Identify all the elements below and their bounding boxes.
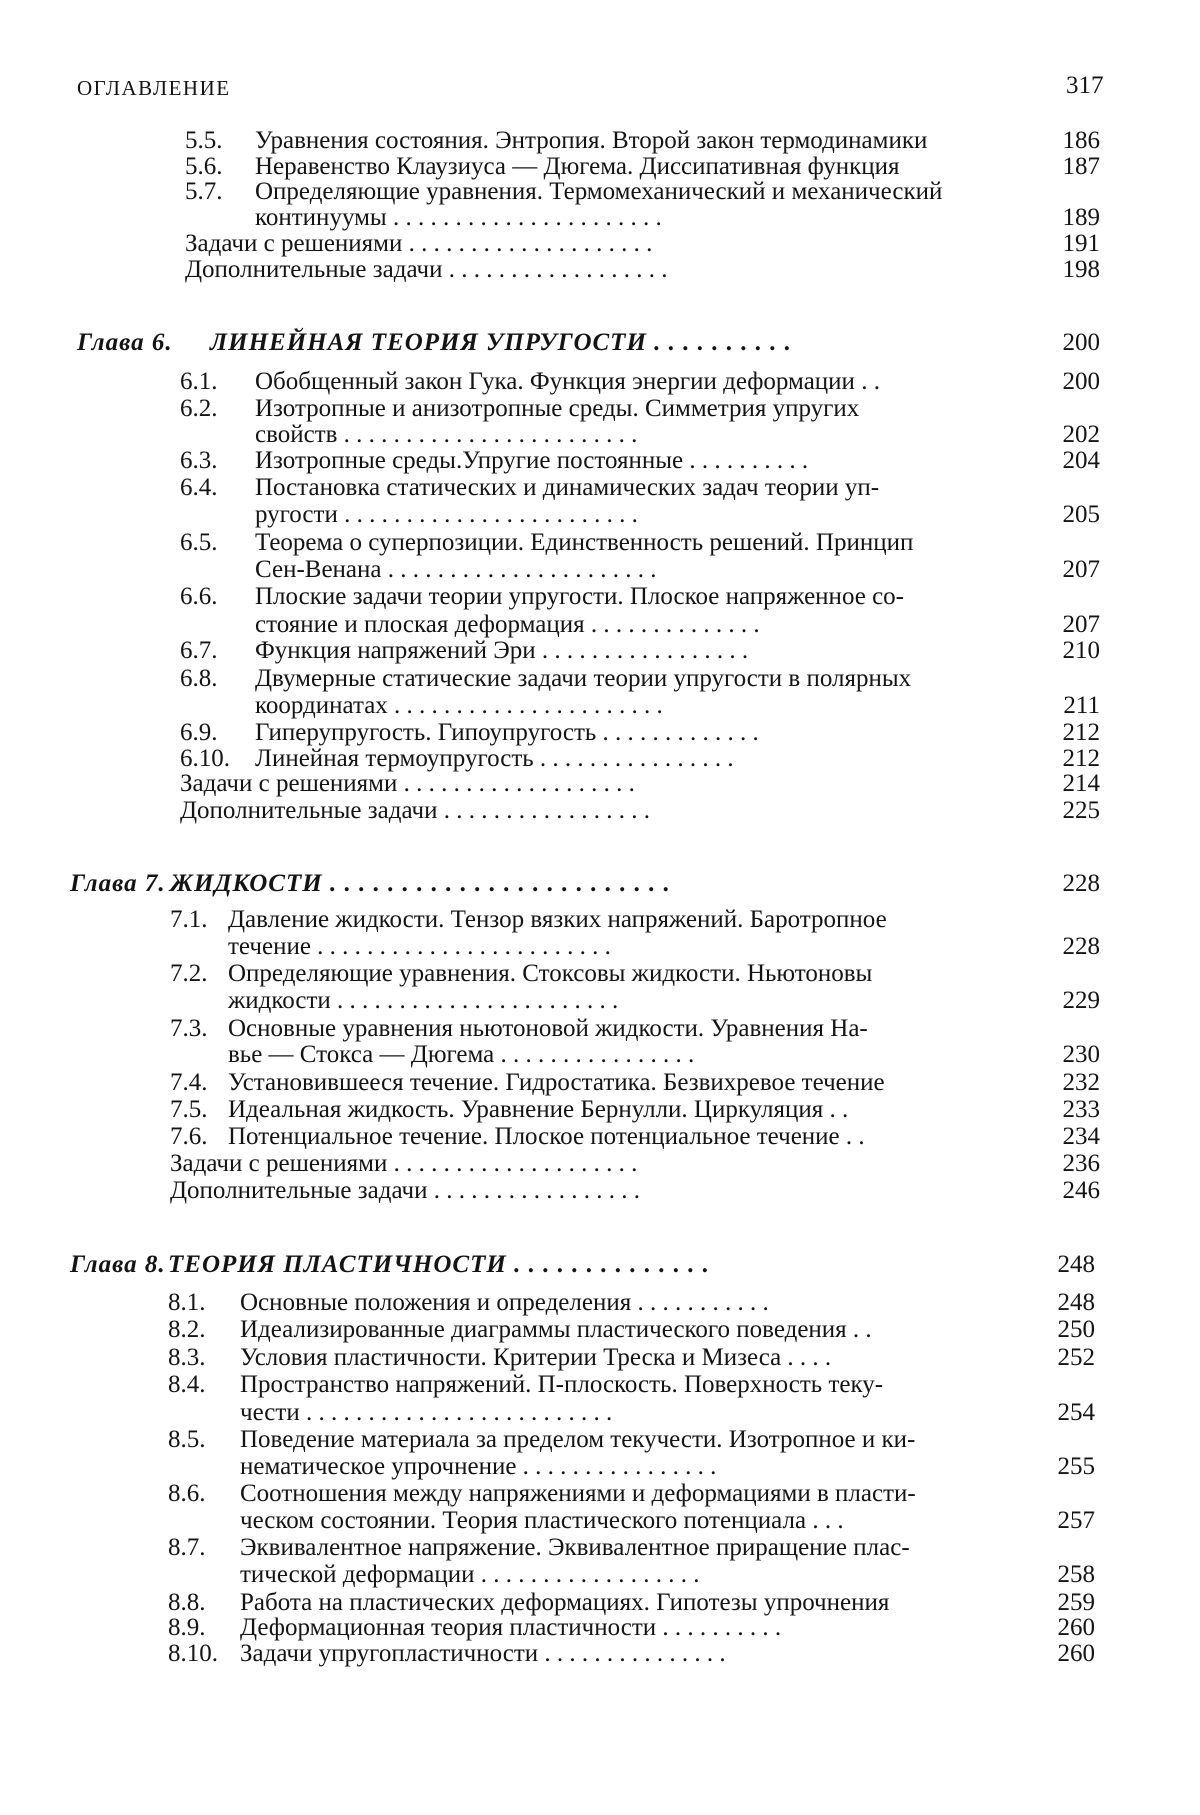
chapter-label: Глава 7. [70,870,166,897]
section-title: Функция напряжений Эри . . . . . . . . . . . . . . . . . [255,637,749,664]
section-title: ругости . . . . . . . . . . . . . . . . . . . . . . . . [255,501,638,528]
section-title: Обобщенный закон Гука. Функция энергии деформации . . [255,368,880,395]
section-title: Поведение материала за пределом текучести. Изотропное и ки- [240,1426,916,1453]
page-ref: 200 [1062,368,1100,395]
page-ref: 258 [1057,1561,1095,1588]
section-title: Задачи с решениями . . . . . . . . . . . . . . . . . . . [180,770,635,797]
page-ref: 205 [1062,501,1100,528]
page-ref: 202 [1062,421,1100,448]
section-number: 6.10. [180,745,230,772]
section-title: Идеальная жидкость. Уравнение Бернулли. Циркуляция . . [228,1096,849,1123]
page-ref: 233 [1062,1096,1100,1123]
section-title: Сен-Венана . . . . . . . . . . . . . . . . . . . . . . [255,556,657,583]
page-ref: 260 [1057,1640,1095,1667]
section-title: Основные уравнения ньютоновой жидкости. Уравнения На- [228,1015,868,1042]
page-number: 317 [1066,72,1104,99]
chapter-label: Глава 6. [77,329,173,356]
page-ref: 212 [1062,719,1100,746]
section-number: 5.6. [185,153,223,180]
page-ref: 232 [1062,1069,1100,1096]
page-ref: 211 [1063,692,1100,719]
section-title: чести . . . . . . . . . . . . . . . . . . . . . . . . . [240,1399,613,1426]
chapter-title: ЛИНЕЙНАЯ ТЕОРИЯ УПРУГОСТИ . . . . . . . . . . [210,329,792,356]
section-title: Изотропные среды.Упругие постоянные . . . . . . . . . . [255,447,809,474]
section-number: 8.6. [168,1480,206,1507]
section-number: 7.5. [170,1096,208,1123]
section-title: Идеализированные диаграммы пластического поведения . . [240,1316,872,1343]
section-number: 6.7. [180,637,218,664]
chapter-title: ЖИДКОСТИ . . . . . . . . . . . . . . . . . . . . . . . . [170,870,671,897]
page-ref: 246 [1062,1177,1100,1204]
section-title: Дополнительные задачи . . . . . . . . . . . . . . . . . [170,1177,640,1204]
page-ref: 260 [1057,1614,1095,1641]
section-number: 7.4. [170,1069,208,1096]
section-title: тической деформации . . . . . . . . . . . . . . . . . . [240,1561,700,1588]
section-number: 8.5. [168,1426,206,1453]
page-ref: 248 [1057,1289,1095,1316]
page-ref: 250 [1057,1316,1095,1343]
section-title: Задачи с решениями . . . . . . . . . . . . . . . . . . . . [185,230,653,257]
section-title: Эквивалентное напряжение. Эквивалентное приращение плас- [240,1534,910,1561]
section-title: Линейная термоупругость . . . . . . . . . . . . . . . . [255,745,734,772]
section-number: 6.5. [180,529,218,556]
section-title: Потенциальное течение. Плоское потенциальное течение . . [228,1123,865,1150]
section-title: ческом состоянии. Теория пластического потенциала . . . [240,1507,844,1534]
section-title: Основные положения и определения . . . . . . . . . . . [240,1289,769,1316]
section-title: свойств . . . . . . . . . . . . . . . . . . . . . . . . [255,421,638,448]
section-number: 7.2. [170,960,208,987]
section-number: 8.10. [168,1640,218,1667]
page-ref: 228 [1062,933,1100,960]
section-number: 5.5. [185,127,223,154]
chapter-title: ТЕОРИЯ ПЛАСТИЧНОСТИ . . . . . . . . . . . . . . [168,1251,710,1278]
page-ref: 191 [1062,230,1100,257]
page-ref: 187 [1062,153,1100,180]
section-title: Изотропные и анизотропные среды. Симметрия упругих [255,395,860,422]
chapter-label: Глава 8. [70,1251,166,1278]
section-number: 6.9. [180,719,218,746]
section-title: Уравнения состояния. Энтропия. Второй закон термодинамики [255,127,928,154]
section-number: 6.6. [180,583,218,610]
page-ref: 207 [1062,611,1100,638]
section-title: координатах . . . . . . . . . . . . . . . . . . . . . . [255,692,663,719]
section-title: Дополнительные задачи . . . . . . . . . . . . . . . . . [180,797,650,824]
section-title: Задачи с решениями . . . . . . . . . . . . . . . . . . . . [170,1150,638,1177]
section-number: 8.4. [168,1371,206,1398]
section-number: 8.1. [168,1289,206,1316]
section-number: 7.6. [170,1123,208,1150]
section-title: Задачи упругопластичности . . . . . . . . . . . . . . . [240,1640,726,1667]
section-title: Соотношения между напряжениями и деформациями в пласти- [240,1480,916,1507]
section-title: Давление жидкости. Тензор вязких напряжений. Баротропное [228,906,887,933]
section-title: Постановка статических и динамических задач теории уп- [255,474,880,501]
section-number: 8.8. [168,1589,206,1616]
page-ref: 252 [1057,1344,1095,1371]
page-ref: 254 [1057,1399,1095,1426]
section-number: 6.3. [180,447,218,474]
section-title: нематическое упрочнение . . . . . . . . . . . . . . . . [240,1453,717,1480]
section-title: Неравенство Клаузиуса — Дюгема. Диссипативная функция [255,153,900,180]
section-title: Плоские задачи теории упругости. Плоское напряженное со- [255,583,905,610]
section-title: стояние и плоская деформация . . . . . . . . . . . . . . [255,611,760,638]
page-ref: 198 [1062,256,1100,283]
section-number: 8.7. [168,1534,206,1561]
page-ref: 229 [1062,987,1100,1014]
page-ref: 189 [1062,204,1100,231]
page-ref: 234 [1062,1123,1100,1150]
section-title: Определяющие уравнения. Термомеханический и механический [255,178,943,205]
section-number: 8.9. [168,1614,206,1641]
page-ref: 228 [1062,870,1100,897]
section-title: течение . . . . . . . . . . . . . . . . . . . . . . . . [228,933,611,960]
section-number: 8.2. [168,1316,206,1343]
section-number: 6.2. [180,395,218,422]
page-ref: 207 [1062,556,1100,583]
page-ref: 186 [1062,127,1100,154]
page-ref: 230 [1062,1041,1100,1068]
section-number: 6.8. [180,665,218,692]
page-ref: 212 [1062,745,1100,772]
section-title: Работа на пластических деформациях. Гипотезы упрочнения [240,1589,890,1616]
section-title: жидкости . . . . . . . . . . . . . . . . . . . . . . . [228,987,619,1014]
section-title: Теорема о суперпозиции. Единственность решений. Принцип [255,529,914,556]
page-ref: 225 [1062,797,1100,824]
page-ref: 210 [1062,637,1100,664]
page-ref: 248 [1057,1251,1095,1278]
section-title: Условия пластичности. Критерии Треска и Мизеса . . . . [240,1344,832,1371]
section-number: 5.7. [185,178,223,205]
section-title: Пространство напряжений. П-плоскость. Поверхность теку- [240,1371,884,1398]
section-title: континуумы . . . . . . . . . . . . . . . . . . . . . . [255,204,662,231]
section-title: Деформационная теория пластичности . . . . . . . . . . [240,1614,782,1641]
page-ref: 257 [1057,1507,1095,1534]
running-header-title: ОГЛАВЛЕНИЕ [77,76,231,100]
page-ref: 259 [1057,1589,1095,1616]
section-title: Двумерные статические задачи теории упругости в полярных [255,665,912,692]
section-title: Гиперупругость. Гипоупругость . . . . . . . . . . . . . [255,719,759,746]
section-number: 7.3. [170,1015,208,1042]
section-title: вье — Стокса — Дюгема . . . . . . . . . . . . . . . . [228,1041,695,1068]
section-number: 8.3. [168,1344,206,1371]
section-title: Определяющие уравнения. Стоксовы жидкости. Ньютоновы [228,960,873,987]
page-ref: 236 [1062,1150,1100,1177]
page-ref: 214 [1062,770,1100,797]
section-number: 7.1. [170,906,208,933]
page-ref: 200 [1062,329,1100,356]
page-ref: 255 [1057,1453,1095,1480]
page-ref: 204 [1062,447,1100,474]
section-number: 6.1. [180,368,218,395]
section-title: Дополнительные задачи . . . . . . . . . . . . . . . . . . [185,256,668,283]
section-number: 6.4. [180,474,218,501]
section-title: Установившееся течение. Гидростатика. Безвихревое течение [228,1069,885,1096]
